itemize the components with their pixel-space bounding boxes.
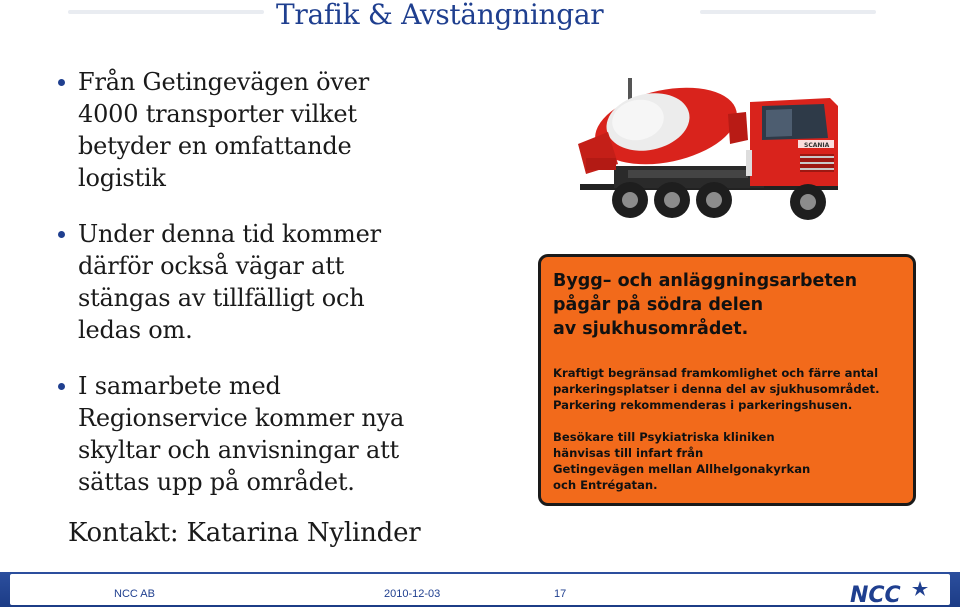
footer-date: 2010-12-03 bbox=[384, 588, 441, 600]
sign-text-line: Parkering rekommenderas i parkeringshusen. bbox=[553, 398, 853, 412]
concrete-mixer-truck-image bbox=[578, 74, 842, 236]
bullet-text: Under denna tid kommer därför också vägar att stängas av tillfälligt och ledas om. bbox=[78, 220, 381, 344]
sign-heading-line: av sjukhusområdet. bbox=[553, 319, 749, 339]
bullet-dot-icon bbox=[58, 231, 65, 238]
construction-info-sign bbox=[538, 254, 916, 506]
bullet-dot-icon bbox=[58, 79, 65, 86]
title-rule-left bbox=[68, 10, 264, 14]
truck-brand-label: SCANIA bbox=[804, 142, 830, 149]
bullet-text: I samarbete med Regionservice kommer nya skyltar och anvisningar att sättas upp på området. bbox=[78, 372, 405, 496]
bullet-item bbox=[58, 218, 381, 346]
sign-text-line: parkeringsplatser i denna del av sjukhusområdet. bbox=[553, 382, 880, 396]
slide-title: Trafik & Avstängningar bbox=[276, 0, 604, 31]
bullet-text: Från Getingevägen över 4000 transporter vilket betyder en omfattande logistik bbox=[78, 68, 370, 192]
ncc-logo-text: NCC bbox=[850, 583, 901, 606]
footer-page-number: 17 bbox=[554, 588, 567, 600]
slide-footer bbox=[0, 572, 960, 607]
star-icon bbox=[912, 581, 928, 596]
sign-text-line: Getingevägen mellan Allhelgonakyrkan bbox=[553, 462, 811, 476]
sign-text-line: Besökare till Psykiatriska kliniken bbox=[553, 430, 775, 444]
sign-heading-line: Bygg– och anläggningsarbeten bbox=[553, 271, 858, 291]
sign-text-line: Kraftigt begränsad framkomlighet och färre antal bbox=[553, 366, 879, 380]
contact-line: Kontakt: Katarina Nylinder bbox=[68, 518, 421, 548]
sign-heading bbox=[553, 269, 905, 341]
sign-paragraph-parking bbox=[553, 365, 905, 413]
bullet-item bbox=[58, 66, 369, 194]
ncc-logo bbox=[848, 578, 932, 606]
bullet-item bbox=[58, 370, 404, 498]
footer-company: NCC AB bbox=[114, 588, 155, 600]
title-rule-right bbox=[700, 10, 876, 14]
sign-text-line: hänvisas till infart från bbox=[553, 446, 704, 460]
sign-heading-line: pågår på södra delen bbox=[553, 295, 764, 315]
sign-paragraph-visitors bbox=[553, 429, 905, 493]
sign-text-line: och Entrégatan. bbox=[553, 478, 658, 492]
bullet-dot-icon bbox=[58, 383, 65, 390]
footer-panel bbox=[10, 574, 950, 605]
